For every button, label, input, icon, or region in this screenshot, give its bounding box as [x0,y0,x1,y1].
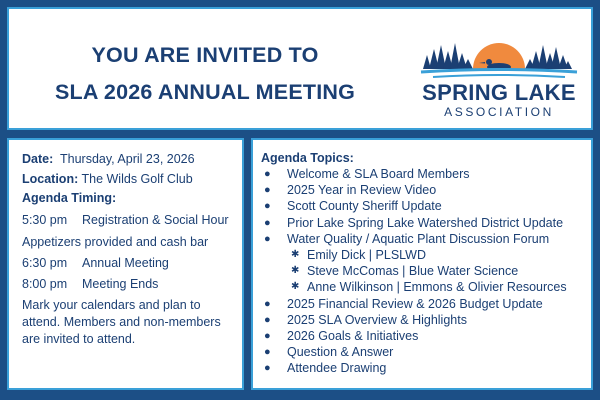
agenda-item [261,296,567,312]
timing-time: 5:30 pm [22,213,68,227]
agenda-item [261,360,567,376]
attendance-note: Mark your calendars and plan to attend. Members and non-members are invited to attend. [22,298,221,346]
agenda-item-text: Attendee Drawing [287,361,387,376]
bullet-icon: ● [264,216,271,229]
agenda-subitem [261,263,567,279]
location-label: Location: [22,172,79,186]
agenda-timing-label: Agenda Timing: [22,191,117,205]
date-value: Thursday, April 23, 2026 [60,152,195,166]
asterisk-bullet-icon: ✱ [291,281,300,293]
agenda-subitem [261,279,567,295]
agenda-item-text: Welcome & SLA Board Members [287,167,470,181]
bullet-icon: ● [264,329,271,342]
timing-row [22,255,169,271]
date-line [22,151,195,167]
spring-lake-association-logo [413,29,585,125]
logo-main-text: SPRING LAKE [422,80,576,105]
invite-title-line2: SLA 2026 ANNUAL MEETING [54,80,356,104]
timing-event: Appetizers provided and cash bar [22,235,209,249]
agenda-item [261,312,567,328]
agenda-list [261,166,567,376]
agenda-item-text: Question & Answer [287,345,394,360]
timing-row [22,276,158,292]
agenda-item-text: Prior Lake Spring Lake Watershed District Update [287,215,564,230]
location-line [22,171,193,187]
agenda-item-text: 2025 Financial Review & 2026 Budget Update [287,296,543,311]
timing-event: Annual Meeting [82,256,169,270]
header-panel [7,7,593,130]
agenda-item [261,328,567,344]
agenda-item [261,215,567,231]
bullet-icon: ● [264,168,271,180]
bullet-icon: ● [264,297,271,310]
agenda-item [261,344,567,360]
bullet-icon: ● [264,232,271,245]
timing-event: Meeting Ends [82,277,159,291]
agenda-subitem-text: Anne Wilkinson | Emmons & Olivier Resources [307,280,567,295]
agenda-item [261,166,567,182]
agenda-subitem [261,247,567,263]
timing-event: Registration & Social Hour [82,213,229,227]
timing-row [22,234,208,250]
agenda-item-text: Water Quality / Aquatic Plant Discussion Forum [287,231,550,246]
invite-title-line1: YOU ARE INVITED TO [91,43,319,67]
agenda-item-text: 2025 SLA Overview & Highlights [287,312,467,327]
agenda-item [261,231,567,247]
agenda-item [261,182,567,198]
bullet-icon: ● [264,200,271,213]
agenda-item-text: Scott County Sheriff Update [287,199,442,214]
date-label: Date: [22,152,54,166]
timing-time: 8:00 pm [22,277,68,291]
bullet-icon: ● [264,184,271,197]
timing-row [22,212,229,228]
asterisk-bullet-icon: ✱ [291,265,300,277]
bullet-icon: ● [264,362,271,375]
agenda-item [261,198,567,214]
agenda-subitem-text: Emily Dick | PLSLWD [307,247,427,262]
details-panel [7,138,244,390]
agenda-panel [251,138,593,390]
location-value: The Wilds Golf Club [81,172,193,186]
bullet-icon: ● [264,346,271,359]
agenda-item-text: 2025 Year in Review Video [287,183,437,198]
agenda-subitem-text: Steve McComas | Blue Water Science [307,264,519,279]
asterisk-bullet-icon: ✱ [291,248,300,260]
agenda-item-text: 2026 Goals & Initiatives [287,328,419,343]
loon-on-lake-logo-icon [413,29,585,81]
bullet-icon: ● [264,313,271,326]
logo-sub-text: ASSOCIATION [444,105,554,119]
timing-time: 6:30 pm [22,256,68,270]
agenda-topics-title: Agenda Topics: [261,151,354,165]
